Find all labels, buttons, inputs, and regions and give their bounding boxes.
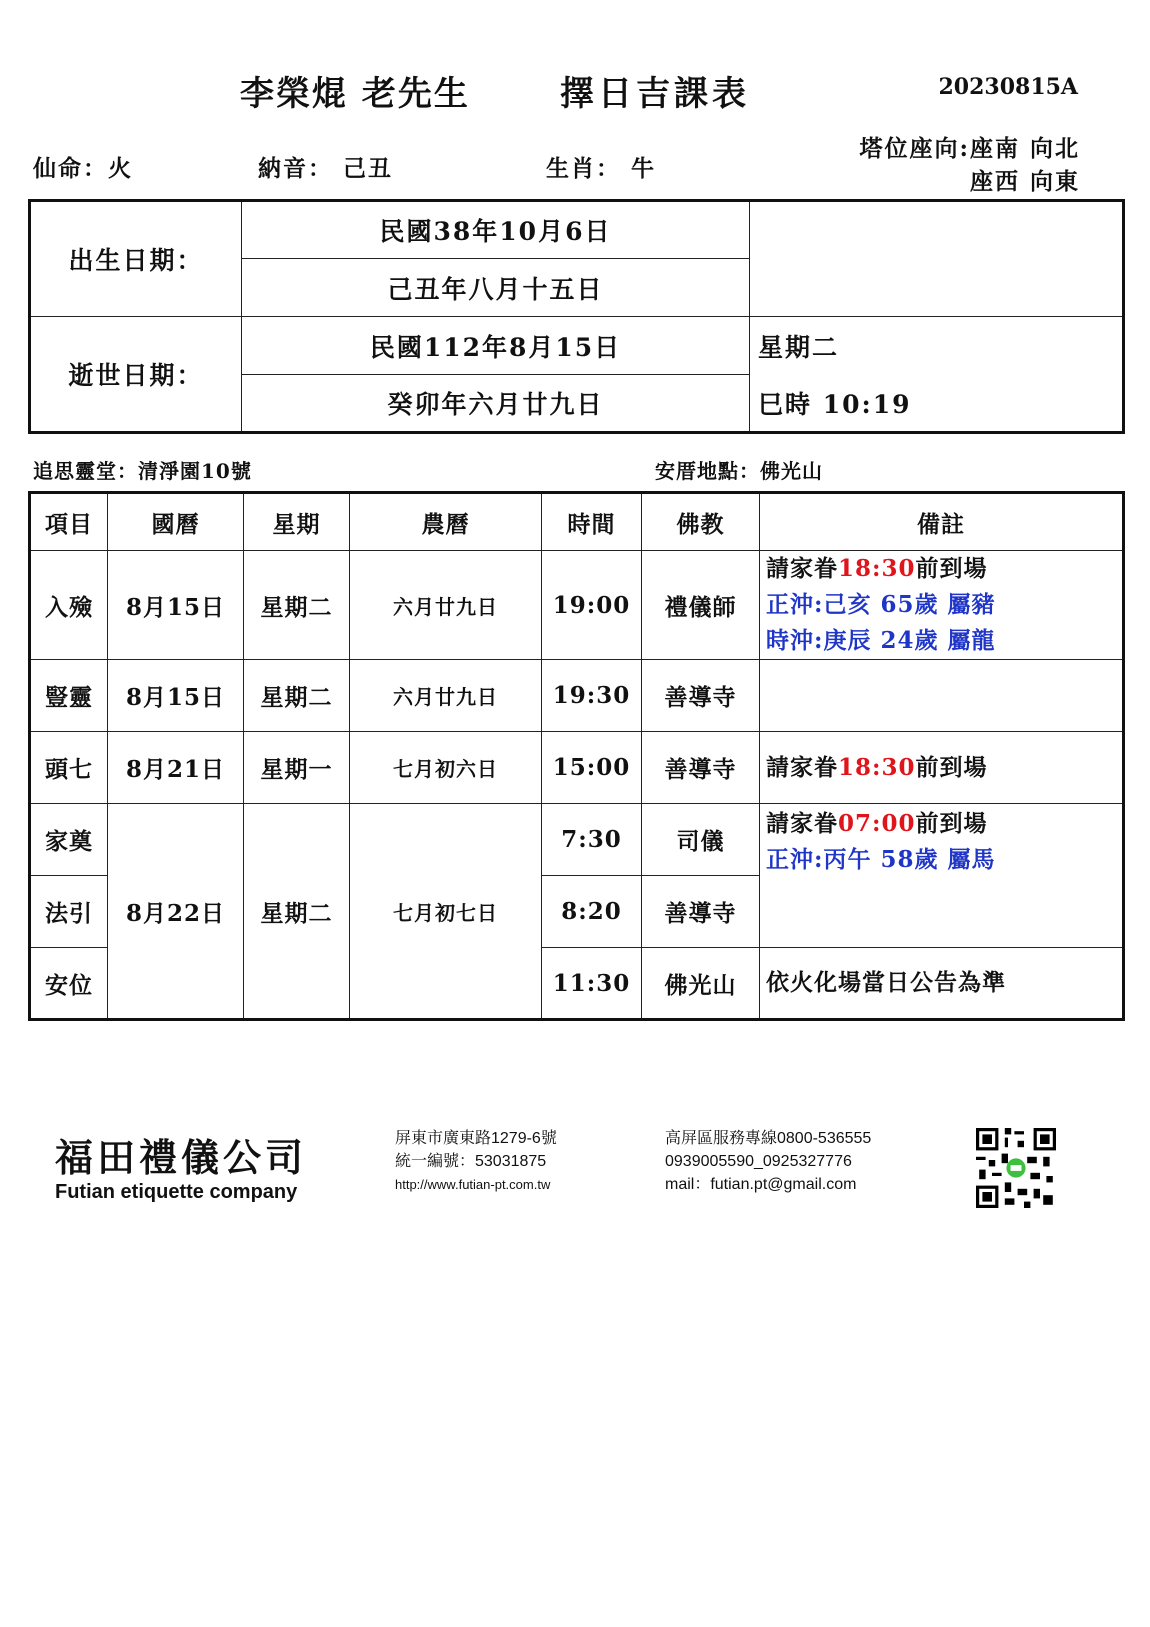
row-item: 頭七 xyxy=(30,732,108,804)
group-weekday: 星期二 xyxy=(244,804,350,1020)
row-lunar: 七月初六日 xyxy=(350,732,542,804)
birth-date-solar: 民國38年10月6日 xyxy=(242,201,750,259)
row-item: 法引 xyxy=(30,876,108,948)
dates-table xyxy=(28,199,1125,434)
birth-date-lunar: 己丑年八月十五日 xyxy=(242,259,750,317)
xianming: 仙命：火 xyxy=(33,155,133,182)
death-weekday: 星期二 xyxy=(750,317,1124,375)
row-lunar: 六月廿九日 xyxy=(350,551,542,660)
note-clash-main: 正沖:丙午 58歲 屬馬 xyxy=(766,846,996,873)
company-name: 福田禮儀公司 xyxy=(55,1135,308,1180)
header-time: 時間 xyxy=(542,493,642,551)
row-item: 安位 xyxy=(30,948,108,1020)
company-hotline: 高屏區服務專線0800-536555 xyxy=(665,1130,872,1147)
note-text: 前到場 xyxy=(915,753,988,781)
row-buddhist: 善導寺 xyxy=(642,732,760,804)
row-time: 19:30 xyxy=(542,660,642,732)
schedule-table xyxy=(28,491,1125,1021)
tower-orientation-line1: 塔位座向:座南 向北 xyxy=(859,135,1080,162)
note-text: 前到場 xyxy=(915,555,988,582)
note-arrival-time: 18:30 xyxy=(838,753,916,781)
company-name-en: Futian etiquette company xyxy=(55,1181,298,1203)
company-address: 屏東市廣東路1279-6號 xyxy=(395,1130,557,1147)
row-time: 8:20 xyxy=(542,876,642,948)
header-weekday: 星期 xyxy=(244,493,350,551)
death-date-solar: 民國112年8月15日 xyxy=(242,317,750,375)
row-note xyxy=(760,804,1124,948)
death-date-label: 逝世日期： xyxy=(30,317,242,433)
tower-orientation-line2: 座西 向東 xyxy=(969,168,1080,195)
document-number: 20230815A xyxy=(938,74,1078,100)
row-note: 依火化場當日公告為準 xyxy=(760,948,1124,1020)
company-mail[interactable]: mail：futian.pt@gmail.com xyxy=(665,1176,857,1193)
row-date: 8月21日 xyxy=(108,732,244,804)
row-weekday: 星期二 xyxy=(244,660,350,732)
nayin: 納音： 己丑 xyxy=(258,155,394,182)
burial-location: 安厝地點：佛光山 xyxy=(655,459,823,483)
note-text: 請家眷 xyxy=(766,810,838,837)
row-weekday: 星期一 xyxy=(244,732,350,804)
row-note xyxy=(760,732,1124,804)
note-clash-hour: 時沖:庚辰 24歲 屬龍 xyxy=(766,627,996,654)
death-date-lunar: 癸卯年六月廿九日 xyxy=(242,375,750,433)
note-clash-main: 正沖:己亥 65歲 屬豬 xyxy=(766,591,996,618)
row-date: 8月15日 xyxy=(108,551,244,660)
schedule-header-row xyxy=(30,493,1124,551)
row-buddhist: 善導寺 xyxy=(642,660,760,732)
company-phones: 0939005590_0925327776 xyxy=(665,1153,852,1170)
row-note xyxy=(760,660,1124,732)
company-contact xyxy=(665,1127,871,1196)
row-time: 19:00 xyxy=(542,551,642,660)
row-time: 7:30 xyxy=(542,804,642,876)
row-item: 豎靈 xyxy=(30,660,108,732)
row-weekday: 星期二 xyxy=(244,551,350,660)
group-lunar: 七月初七日 xyxy=(350,804,542,1020)
company-info xyxy=(395,1127,557,1196)
row-buddhist: 禮儀師 xyxy=(642,551,760,660)
table-row xyxy=(30,551,1124,660)
row-buddhist: 佛光山 xyxy=(642,948,760,1020)
table-row xyxy=(30,804,1124,876)
table-row xyxy=(30,660,1124,732)
qr-code-icon[interactable] xyxy=(976,1128,1056,1208)
document-title: 擇日吉課表 xyxy=(560,74,750,114)
memorial-hall: 追思靈堂：清淨園10號 xyxy=(33,459,252,483)
header-note: 備註 xyxy=(760,493,1124,551)
row-time: 15:00 xyxy=(542,732,642,804)
note-text: 前到場 xyxy=(915,810,988,837)
row-date: 8月15日 xyxy=(108,660,244,732)
zodiac: 生肖： 牛 xyxy=(546,155,657,182)
table-row xyxy=(30,732,1124,804)
death-time: 巳時 10:19 xyxy=(750,375,1124,433)
header-item: 項目 xyxy=(30,493,108,551)
row-buddhist: 善導寺 xyxy=(642,876,760,948)
company-website[interactable]: http://www.futian-pt.com.tw xyxy=(395,1177,551,1192)
header-buddhist: 佛教 xyxy=(642,493,760,551)
company-tax-id: 統一編號：53031875 xyxy=(395,1153,547,1170)
birth-extra-cell xyxy=(750,201,1124,317)
row-item: 家奠 xyxy=(30,804,108,876)
deceased-name: 李榮焜 老先生 xyxy=(240,74,470,114)
birth-date-label: 出生日期： xyxy=(30,201,242,317)
row-time: 11:30 xyxy=(542,948,642,1020)
row-item: 入殮 xyxy=(30,551,108,660)
row-lunar: 六月廿九日 xyxy=(350,660,542,732)
note-text: 請家眷 xyxy=(766,555,838,582)
row-buddhist: 司儀 xyxy=(642,804,760,876)
note-arrival-time: 07:00 xyxy=(838,810,916,837)
header-solar-date: 國曆 xyxy=(108,493,244,551)
note-arrival-time: 18:30 xyxy=(838,555,916,582)
row-note xyxy=(760,551,1124,660)
group-date: 8月22日 xyxy=(108,804,244,1020)
header-lunar-date: 農曆 xyxy=(350,493,542,551)
note-text: 請家眷 xyxy=(766,753,838,781)
